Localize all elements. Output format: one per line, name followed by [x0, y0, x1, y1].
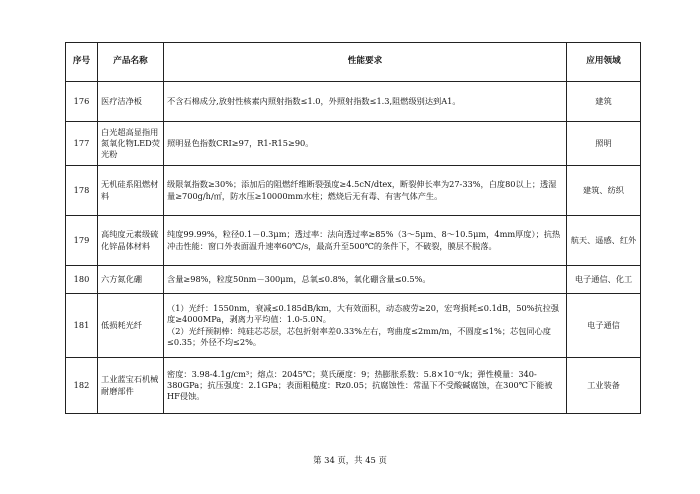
product-spec-table	[65, 42, 641, 414]
table-row	[66, 358, 641, 414]
header-no: 序号	[66, 43, 98, 82]
row-no: 180	[66, 266, 98, 294]
row-requirements	[164, 166, 567, 216]
row-no: 179	[66, 216, 98, 266]
row-no: 181	[66, 294, 98, 358]
row-field: 工业装备	[567, 358, 641, 414]
requirement-line: 密度：3.98-4.1g/cm³；熔点：2045℃；莫氏硬度：9；热膨胀系数：5.8×10⁻⁶/k；弹性模量：340-380GPa；抗压强度：2.1GPa；表面粗糙度：Rz0.05；抗腐蚀性：常温下不受酸碱腐蚀，在300℃下能被HF侵蚀。	[167, 368, 553, 402]
row-no: 182	[66, 358, 98, 414]
requirement-line: 纯度99.99%，粒径0.1－0.3μm；透过率：法向透过率≥85%（3～5μm、8～10.5μm，4mm厚度）；抗热冲击性能：窗口外表面温升速率60℃/s，最高升至500℃的条件下，不破裂，膜层不脱落。	[167, 229, 561, 251]
table-row	[66, 294, 641, 358]
row-no: 176	[66, 82, 98, 122]
page-number: 第 34 页，共 45 页	[313, 455, 387, 465]
header-name: 产品名称	[98, 43, 164, 82]
table-row	[66, 216, 641, 266]
table-row	[66, 166, 641, 216]
table-row	[66, 266, 641, 294]
row-name: 白光超高显指用氮氧化物LED荧光粉	[98, 122, 164, 166]
row-requirements	[164, 294, 567, 358]
row-name: 六方氮化硼	[98, 266, 164, 294]
requirement-line: （1）光纤：1550nm，衰减≤0.185dB/km，大有效面积，动态疲劳≥20，宏弯损耗≤0.1dB，50%抗拉强度≥4000MPa，剥离力平均值：1.0-5.0N。	[167, 303, 559, 325]
header-field: 应用领域	[567, 43, 641, 82]
row-requirements	[164, 82, 567, 122]
row-name: 医疗洁净板	[98, 82, 164, 122]
row-requirements	[164, 122, 567, 166]
row-field: 电子通信、化工	[567, 266, 641, 294]
row-requirements	[164, 358, 567, 414]
row-no: 178	[66, 166, 98, 216]
header-requirements: 性能要求	[164, 43, 567, 82]
row-requirements	[164, 266, 567, 294]
row-field: 建筑、纺织	[567, 166, 641, 216]
row-name: 无机硅系阻燃材料	[98, 166, 164, 216]
row-name: 低损耗光纤	[98, 294, 164, 358]
table-row	[66, 82, 641, 122]
row-field: 航天、遥感、红外	[567, 216, 641, 266]
row-field: 照明	[567, 122, 641, 166]
requirement-line: 级限氧指数≥30%；添加后的阻燃纤维断裂强度≥4.5cN/dtex，断裂伸长率为27-33%，白度80以上；透湿量≥700g/h/㎡，防水压≥10000mm水柱；燃烧后无有毒、有害气体产生。	[167, 179, 557, 201]
table-row	[66, 122, 641, 166]
row-no: 177	[66, 122, 98, 166]
requirement-line: 含量≥98%，粒度50nm－300μm，总氧≤0.8%，氧化硼含量≤0.5%。	[167, 273, 431, 284]
requirement-line: 不含石棉成分,放射性核素内照射指数≤1.0，外照射指数≤1.3,阻燃级别达到A1。	[167, 95, 461, 106]
row-requirements	[164, 216, 567, 266]
requirement-line: （2）光纤预制棒：纯硅芯芯层，芯包折射率差0.33%左右，弯曲度≤2mm/m，不圆度≤1%；芯包同心度≤0.35；外径不均≤2%。	[167, 325, 551, 347]
requirement-line: 照明显色指数CRI≥97，R1-R15≥90。	[167, 137, 314, 148]
row-field: 建筑	[567, 82, 641, 122]
row-name: 高纯度元素级硫化锌晶体材料	[98, 216, 164, 266]
row-field: 电子通信	[567, 294, 641, 358]
row-name: 工业蓝宝石机械耐磨部件	[98, 358, 164, 414]
table-header-row	[66, 43, 641, 82]
